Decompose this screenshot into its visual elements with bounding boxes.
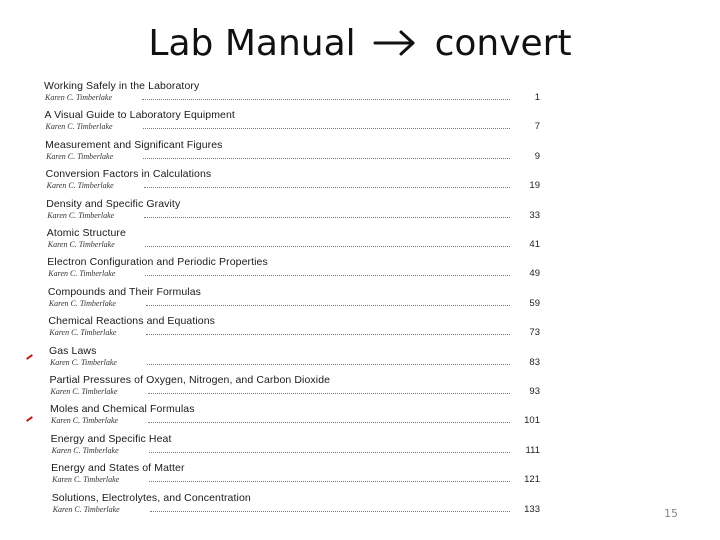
toc-entry-title: Conversion Factors in Calculations (45, 168, 212, 181)
toc-entry-page: 9 (534, 150, 540, 162)
slide-number: 15 (664, 507, 678, 520)
toc-entry-author: Karen C. Timberlake (51, 416, 119, 426)
toc-entry-author: Karen C. Timberlake (46, 151, 114, 161)
toc-entry (50, 374, 541, 402)
toc-entry (45, 109, 540, 137)
toc-entry-author: Karen C. Timberlake (51, 445, 119, 455)
toc-entry-author: Karen C. Timberlake (45, 93, 113, 102)
toc-entry-page: 19 (529, 180, 540, 192)
toc-entry-author: Karen C. Timberlake (49, 328, 117, 338)
toc-leader-dots (145, 275, 510, 276)
toc-entry-page: 73 (529, 327, 540, 339)
toc-entry (46, 198, 540, 226)
toc-leader-dots (148, 393, 511, 394)
toc-entry-author: Karen C. Timberlake (48, 298, 116, 308)
toc-leader-dots (145, 246, 510, 247)
right-arrow-icon (373, 28, 417, 58)
toc-entry-page: 133 (524, 503, 540, 515)
toc-entry-title: Density and Specific Gravity (46, 197, 181, 210)
toc-entry-author: Karen C. Timberlake (45, 122, 113, 132)
toc-leader-dots (142, 99, 510, 100)
toc-leader-dots (144, 187, 510, 188)
slide-title (0, 18, 720, 70)
toc-entry-page: 33 (529, 209, 540, 221)
toc-entry-title: Moles and Chemical Formulas (50, 403, 195, 416)
toc-leader-dots (143, 128, 510, 129)
slide-title-right: convert (434, 23, 572, 64)
toc-entry-title: Energy and States of Matter (51, 462, 185, 475)
toc-entry-page: 7 (534, 121, 540, 133)
toc-entry (47, 227, 540, 255)
toc-entry-title: Energy and Specific Heat (50, 432, 172, 445)
toc-entry-author: Karen C. Timberlake (52, 475, 120, 485)
toc-entry (46, 168, 540, 196)
toc-entry (47, 256, 540, 284)
toc-entry-title: A Visual Guide to Laboratory Equipment (44, 109, 235, 122)
toc-entry-title: Atomic Structure (46, 227, 126, 239)
scanned-contents-page (38, 76, 544, 522)
toc-entry-title: Working Safely in the Laboratory (44, 80, 200, 92)
toc-entry-page: 49 (529, 268, 540, 280)
slide-title-left: Lab Manual (148, 23, 356, 64)
toc-entry (51, 433, 540, 461)
toc-entry-page: 101 (524, 415, 540, 427)
toc-leader-dots (146, 334, 510, 335)
toc-entry-title: Solutions, Electrolytes, and Concentration (51, 491, 251, 504)
toc-entry (52, 492, 540, 520)
margin-mark (26, 416, 33, 422)
toc-leader-dots (144, 217, 510, 218)
toc-entry-author: Karen C. Timberlake (50, 387, 118, 396)
toc-entry-page: 41 (529, 239, 540, 250)
toc-leader-dots (148, 422, 510, 423)
toc-entry-page: 59 (529, 297, 540, 309)
toc-entry-title: Compounds and Their Formulas (47, 285, 202, 298)
toc-entry (48, 315, 540, 343)
toc-leader-dots (146, 305, 510, 306)
toc-entry-author: Karen C. Timberlake (47, 210, 115, 220)
toc-entry-page: 111 (525, 444, 540, 456)
toc-entry-title: Chemical Reactions and Equations (48, 315, 216, 328)
toc-leader-dots (149, 481, 510, 482)
toc-entry (48, 286, 540, 314)
toc-entry-title: Electron Configuration and Periodic Properties (47, 256, 268, 269)
toc-entry (44, 80, 540, 108)
toc-leader-dots (149, 452, 510, 453)
toc-entry-page: 83 (529, 356, 540, 368)
toc-leader-dots (150, 511, 510, 512)
toc-leader-dots (143, 158, 510, 159)
toc-entry-author: Karen C. Timberlake (46, 181, 114, 191)
toc-entry-author: Karen C. Timberlake (47, 240, 115, 249)
toc-entry-author: Karen C. Timberlake (48, 269, 116, 279)
toc-entry (45, 139, 540, 167)
toc-entry-title: Measurement and Significant Figures (45, 138, 223, 151)
toc-entry-page: 121 (524, 474, 540, 486)
toc-entry-author: Karen C. Timberlake (52, 504, 120, 514)
toc-entry (51, 462, 540, 490)
toc-entry-author: Karen C. Timberlake (49, 357, 117, 367)
margin-mark (26, 354, 33, 360)
toc-entry-page: 1 (534, 92, 540, 103)
toc-leader-dots (147, 364, 510, 365)
toc-entry (50, 403, 540, 431)
toc-entry-page: 93 (529, 386, 540, 397)
toc-entry-title: Partial Pressures of Oxygen, Nitrogen, and Carbon Dioxide (49, 374, 331, 386)
toc-entry-title: Gas Laws (48, 344, 97, 357)
toc-entry (49, 345, 540, 373)
